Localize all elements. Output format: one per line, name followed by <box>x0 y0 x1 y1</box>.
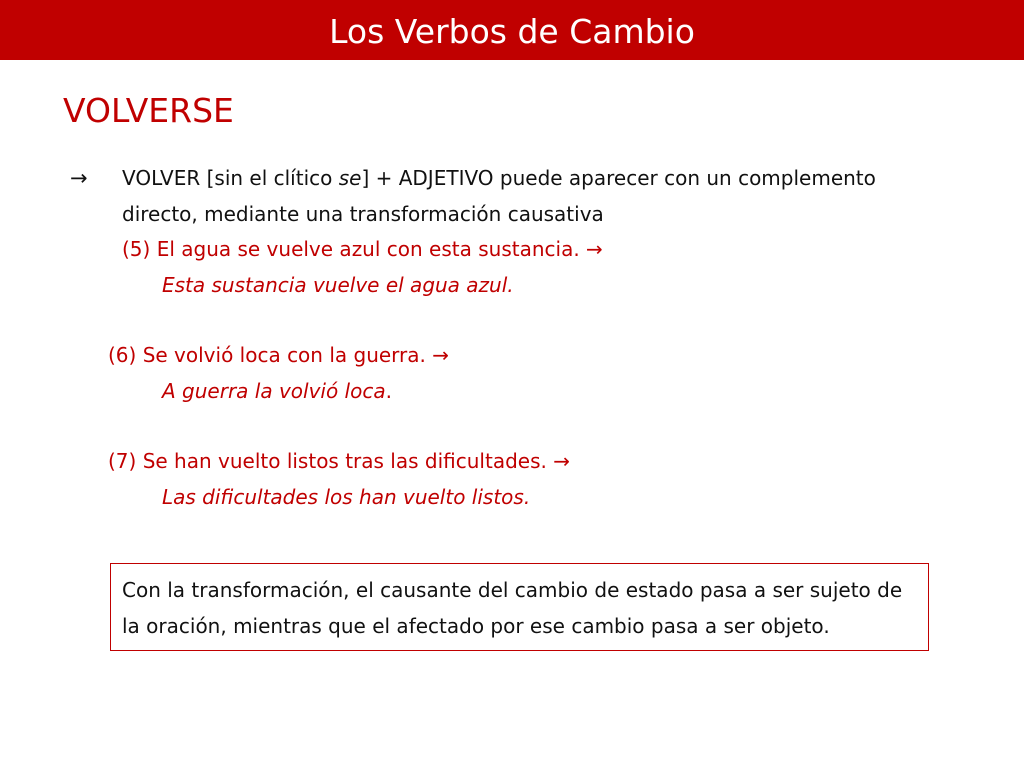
translation-period: . <box>385 378 392 403</box>
bullet-text-clitic: se <box>338 166 362 190</box>
bullet-point <box>63 161 943 232</box>
example-6-translation <box>63 374 943 410</box>
section-heading: VOLVERSE <box>63 91 234 130</box>
arrow-right-icon: → <box>586 237 603 261</box>
arrow-right-icon: → <box>553 449 570 473</box>
note-box: Con la transformación, el causante del cambio de estado pasa a ser sujeto de la oración, mientras que el afectado por ese cambio pasa a ser objeto. <box>110 563 929 651</box>
spacer <box>63 409 943 444</box>
slide-title: Los Verbos de Cambio <box>329 11 695 51</box>
arrow-right-icon: → <box>432 343 450 367</box>
slide-body <box>63 161 943 515</box>
arrow-right-icon: → <box>70 166 88 190</box>
spacer <box>63 303 943 338</box>
bullet-text-part3: ] + ADJETIVO puede aparecer con un complemento directo, mediante una transformación causativa <box>122 166 876 226</box>
example-6 <box>63 338 943 374</box>
example-sentence: (5) El agua se vuelve azul con esta sustancia. <box>122 237 587 261</box>
example-5 <box>63 232 943 268</box>
bullet-text-part1: VOLVER [sin el clítico <box>122 166 339 190</box>
example-5-translation: Esta sustancia vuelve el agua azul. <box>162 272 514 297</box>
title-bar <box>0 0 1024 60</box>
example-sentence: (6) Se volvió loca con la guerra. <box>108 343 433 367</box>
example-sentence: (7) Se han vuelto listos tras las dificultades. <box>108 449 554 473</box>
example-7 <box>63 444 943 480</box>
example-7-translation: Las dificultades los han vuelto listos. <box>162 484 531 509</box>
translation-text: A guerra la volvió loca <box>162 378 386 403</box>
